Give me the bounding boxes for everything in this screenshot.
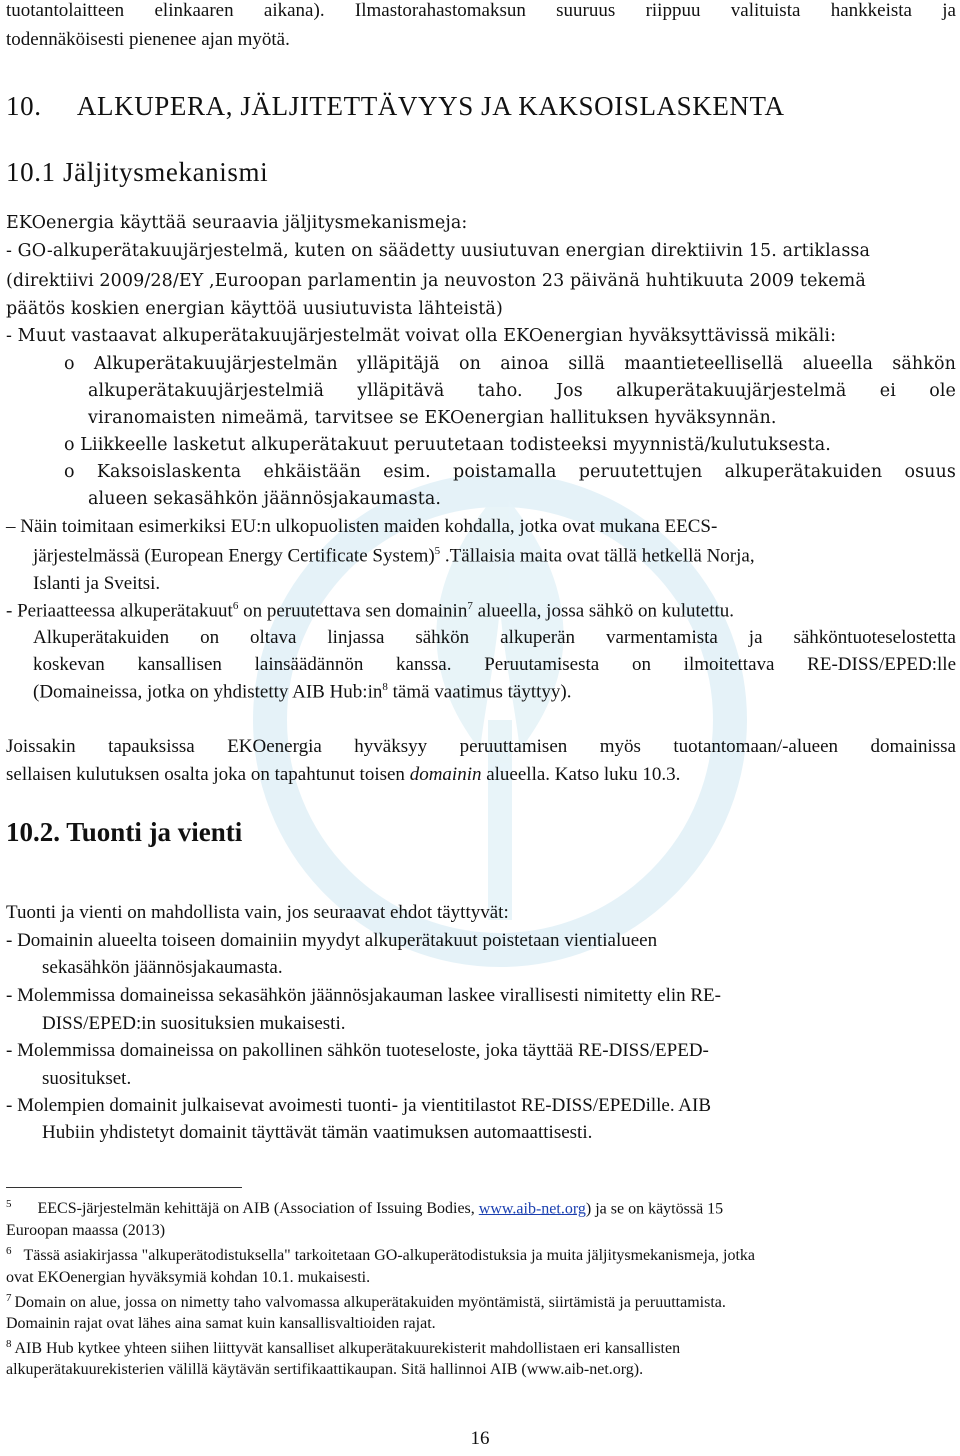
footnote-ref-5: 5 <box>434 545 441 557</box>
footnote-7-line-1 <box>6 1292 726 1312</box>
bullet-1-line-1: - GO-alkuperätakuujärjestelmä, kuten on säädetty uusiutuvan energian direktiivin 15. artiklassa <box>6 241 871 261</box>
section-10-heading <box>6 91 785 122</box>
paragraph-emphasis: domainin <box>409 764 482 785</box>
sub-item-1-line-2: alkuperätakuujärjestelmiä ylläpitävä taho. Jos alkuperätakuujärjestelmä ei ole <box>88 381 956 401</box>
import-item-3-line-1: - Molemmissa domaineissa on pakollinen sähkön tuoteseloste, joka täyttää RE-DISS/EPED- <box>6 1040 709 1061</box>
paragraph-text-b: alueella. Katso luku 10.3. <box>481 764 681 785</box>
import-item-2-line-1: - Molemmissa domaineissa sekasähkön jäännösjakauman laskee virallisesti nimitetty elin RE- <box>6 985 721 1006</box>
import-item-4-line-2: Hubiin yhdistetyt domainit täyttävät tämän vaatimuksen automaattisesti. <box>42 1122 593 1143</box>
bullet-3-text-b: .Tällaisia maita ovat tällä hetkellä Norja, <box>440 545 755 567</box>
intro-line-2: todennäköisesti pienenee ajan myötä. <box>6 29 290 50</box>
section-10-1-title: 10.1 Jäljitysmekanismi <box>6 157 269 187</box>
bullet-4-text-d: (Domaineissa, jotka on yhdistetty AIB Hub:in <box>33 681 383 703</box>
sub-item-2: o Liikkeelle lasketut alkuperätakuut peruutetaan todisteeksi myynnistä/kulutuksesta. <box>64 435 831 455</box>
footnote-ref-7: 7 <box>467 600 473 612</box>
bullet-4-line-3: koskevan kansallisen lainsäädännön kanssa. Peruutamisesta on ilmoitettava RE-DISS/EPED:lle <box>33 654 956 675</box>
paragraph-text-a: sellaisen kulutuksen osalta joka on tapahtunut toisen <box>6 764 410 785</box>
footnote-8-number: 8 <box>6 1338 12 1350</box>
footnote-5-line-2: Euroopan maassa (2013) <box>6 1222 166 1239</box>
footnote-5-line-1 <box>6 1198 723 1218</box>
page-number: 16 <box>470 1428 490 1449</box>
intro-line-1: tuotantolaitteen elinkaaren aikana). Ilmastorahastomaksun suuruus riippuu valituista hankkeista ja <box>6 0 956 21</box>
sub-item-1-line-1: o Alkuperätakuujärjestelmän ylläpitäjä on ainoa sillä maantieteellisellä alueella sähkön <box>64 354 956 374</box>
section-10-1-intro: EKOenergia käyttää seuraavia jäljitysmekanismeja: <box>6 213 468 233</box>
footnote-separator <box>6 1187 242 1188</box>
bullet-3-line-2 <box>33 545 755 567</box>
footnote-5-text-b: ) ja se on käytössä 15 <box>585 1200 724 1218</box>
section-10-2-title: 10.2. Tuonti ja vienti <box>6 817 243 847</box>
section-10-title: ALKUPERA, JÄLJITETTÄVYYS JA KAKSOISLASKENTA <box>76 91 785 121</box>
bullet-2: - Muut vastaavat alkuperätakuujärjestelmät voivat olla EKOenergian hyväksyttävissä mikäli: <box>6 326 837 346</box>
bullet-4-line-1 <box>6 600 734 622</box>
bullet-4-line-2: Alkuperätakuiden on oltava linjassa sähkön alkuperän varmentamista ja sähköntuoteselostetta <box>33 627 956 648</box>
section-10-2-intro: Tuonti ja vienti on mahdollista vain, jos seuraavat ehdot täyttyvät: <box>6 902 509 923</box>
footnote-ref-8: 8 <box>382 681 388 693</box>
paragraph-line-2 <box>6 764 680 786</box>
paragraph-line-1: Joissakin tapauksissa EKOenergia hyväksyy peruuttamisen myös tuotantomaan/-alueen domainissa <box>6 736 956 757</box>
bullet-1-line-2: (direktiivi 2009/28/EY ,Euroopan parlamentin ja neuvoston 23 päivänä huhtikuuta 2009 tekemä <box>6 271 866 291</box>
footnote-6-line-2: ovat EKOenergian hyväksymiä kohdan 10.1. mukaisesti. <box>6 1269 371 1286</box>
sub-item-3-line-1: o Kaksoislaskenta ehkäistään esim. poistamalla peruutettujen alkuperätakuiden osuus <box>64 462 956 482</box>
sub-item-3-line-2: alueen sekasähkön jäännösjakaumasta. <box>88 489 442 509</box>
import-item-4-line-1: - Molempien domainit julkaisevat avoimesti tuonti- ja vientitilastot RE-DISS/EPEDille. AIB <box>6 1095 712 1116</box>
bullet-4-text-c: alueella, jossa sähkö on kulutettu. <box>472 600 735 622</box>
bullet-1-line-3: päätös koskien energian käyttöä uusiutuvista lähteistä) <box>6 299 503 319</box>
footnote-5-number: 5 <box>6 1198 12 1210</box>
sub-item-1-line-3: viranomaisten nimeämä, tarvitsee se EKOenergian hallituksen hyväksynnän. <box>88 408 777 428</box>
footnote-6-line-1 <box>6 1245 755 1265</box>
aib-net-link[interactable]: www.aib-net.org <box>478 1200 586 1218</box>
bullet-4-line-4 <box>33 681 571 703</box>
footnote-8-line-1 <box>6 1338 680 1358</box>
import-item-1-line-2: sekasähkön jäännösjakaumasta. <box>42 957 283 978</box>
footnote-7-text-a: Domain on alue, jossa on nimetty taho valvomassa alkuperätakuiden myöntämistä, siirtämistä ja peruuttamista. <box>14 1294 726 1312</box>
footnote-6-text-a: Tässä asiakirjassa "alkuperätodistuksella" tarkoitetaan GO-alkuperätodistuksia ja muita jäljitysmekanismeja, jotka <box>23 1247 756 1265</box>
footnote-ref-6: 6 <box>232 600 239 612</box>
footnote-8-line-2: alkuperätakuurekisterien välillä käytävän sertifikaattikaupan. Sitä hallinnoi AIB (www.aib-net.org). <box>6 1361 644 1378</box>
import-item-1-line-1: - Domainin alueelta toiseen domainiin myydyt alkuperätakuut poistetaan vientialueen <box>6 930 658 951</box>
import-item-2-line-2: DISS/EPED:in suosituksien mukaisesti. <box>42 1013 346 1034</box>
bullet-4-text-a: - Periaatteessa alkuperätakuut <box>6 600 233 622</box>
section-10-number: 10. <box>6 91 42 121</box>
bullet-4-text-b: on peruutettava sen domainin <box>238 600 468 622</box>
footnote-5-text-a: EECS-järjestelmän kehittäjä on AIB (Association of Issuing Bodies, <box>37 1200 479 1218</box>
bullet-3-text-a: järjestelmässä (European Energy Certificate System) <box>33 545 435 567</box>
import-item-3-line-2: suositukset. <box>42 1068 132 1089</box>
bullet-3-line-1: – Näin toimitaan esimerkiksi EU:n ulkopuolisten maiden kohdalla, jotka ovat mukana EECS- <box>6 516 718 537</box>
footnote-6-number: 6 <box>6 1245 12 1257</box>
footnote-7-number: 7 <box>6 1292 12 1304</box>
footnote-8-text-a: AIB Hub kytkee yhteen siihen liittyvät kansalliset alkuperätakuurekisterit mahdollistaen eri kansallisten <box>14 1340 681 1358</box>
bullet-3-line-3: Islanti ja Sveitsi. <box>33 573 161 594</box>
footnote-7-line-2: Domainin rajat ovat lähes aina samat kuin kansallisvaltioiden rajat. <box>6 1315 436 1332</box>
bullet-4-text-e: tämä vaatimus täyttyy). <box>387 681 572 703</box>
